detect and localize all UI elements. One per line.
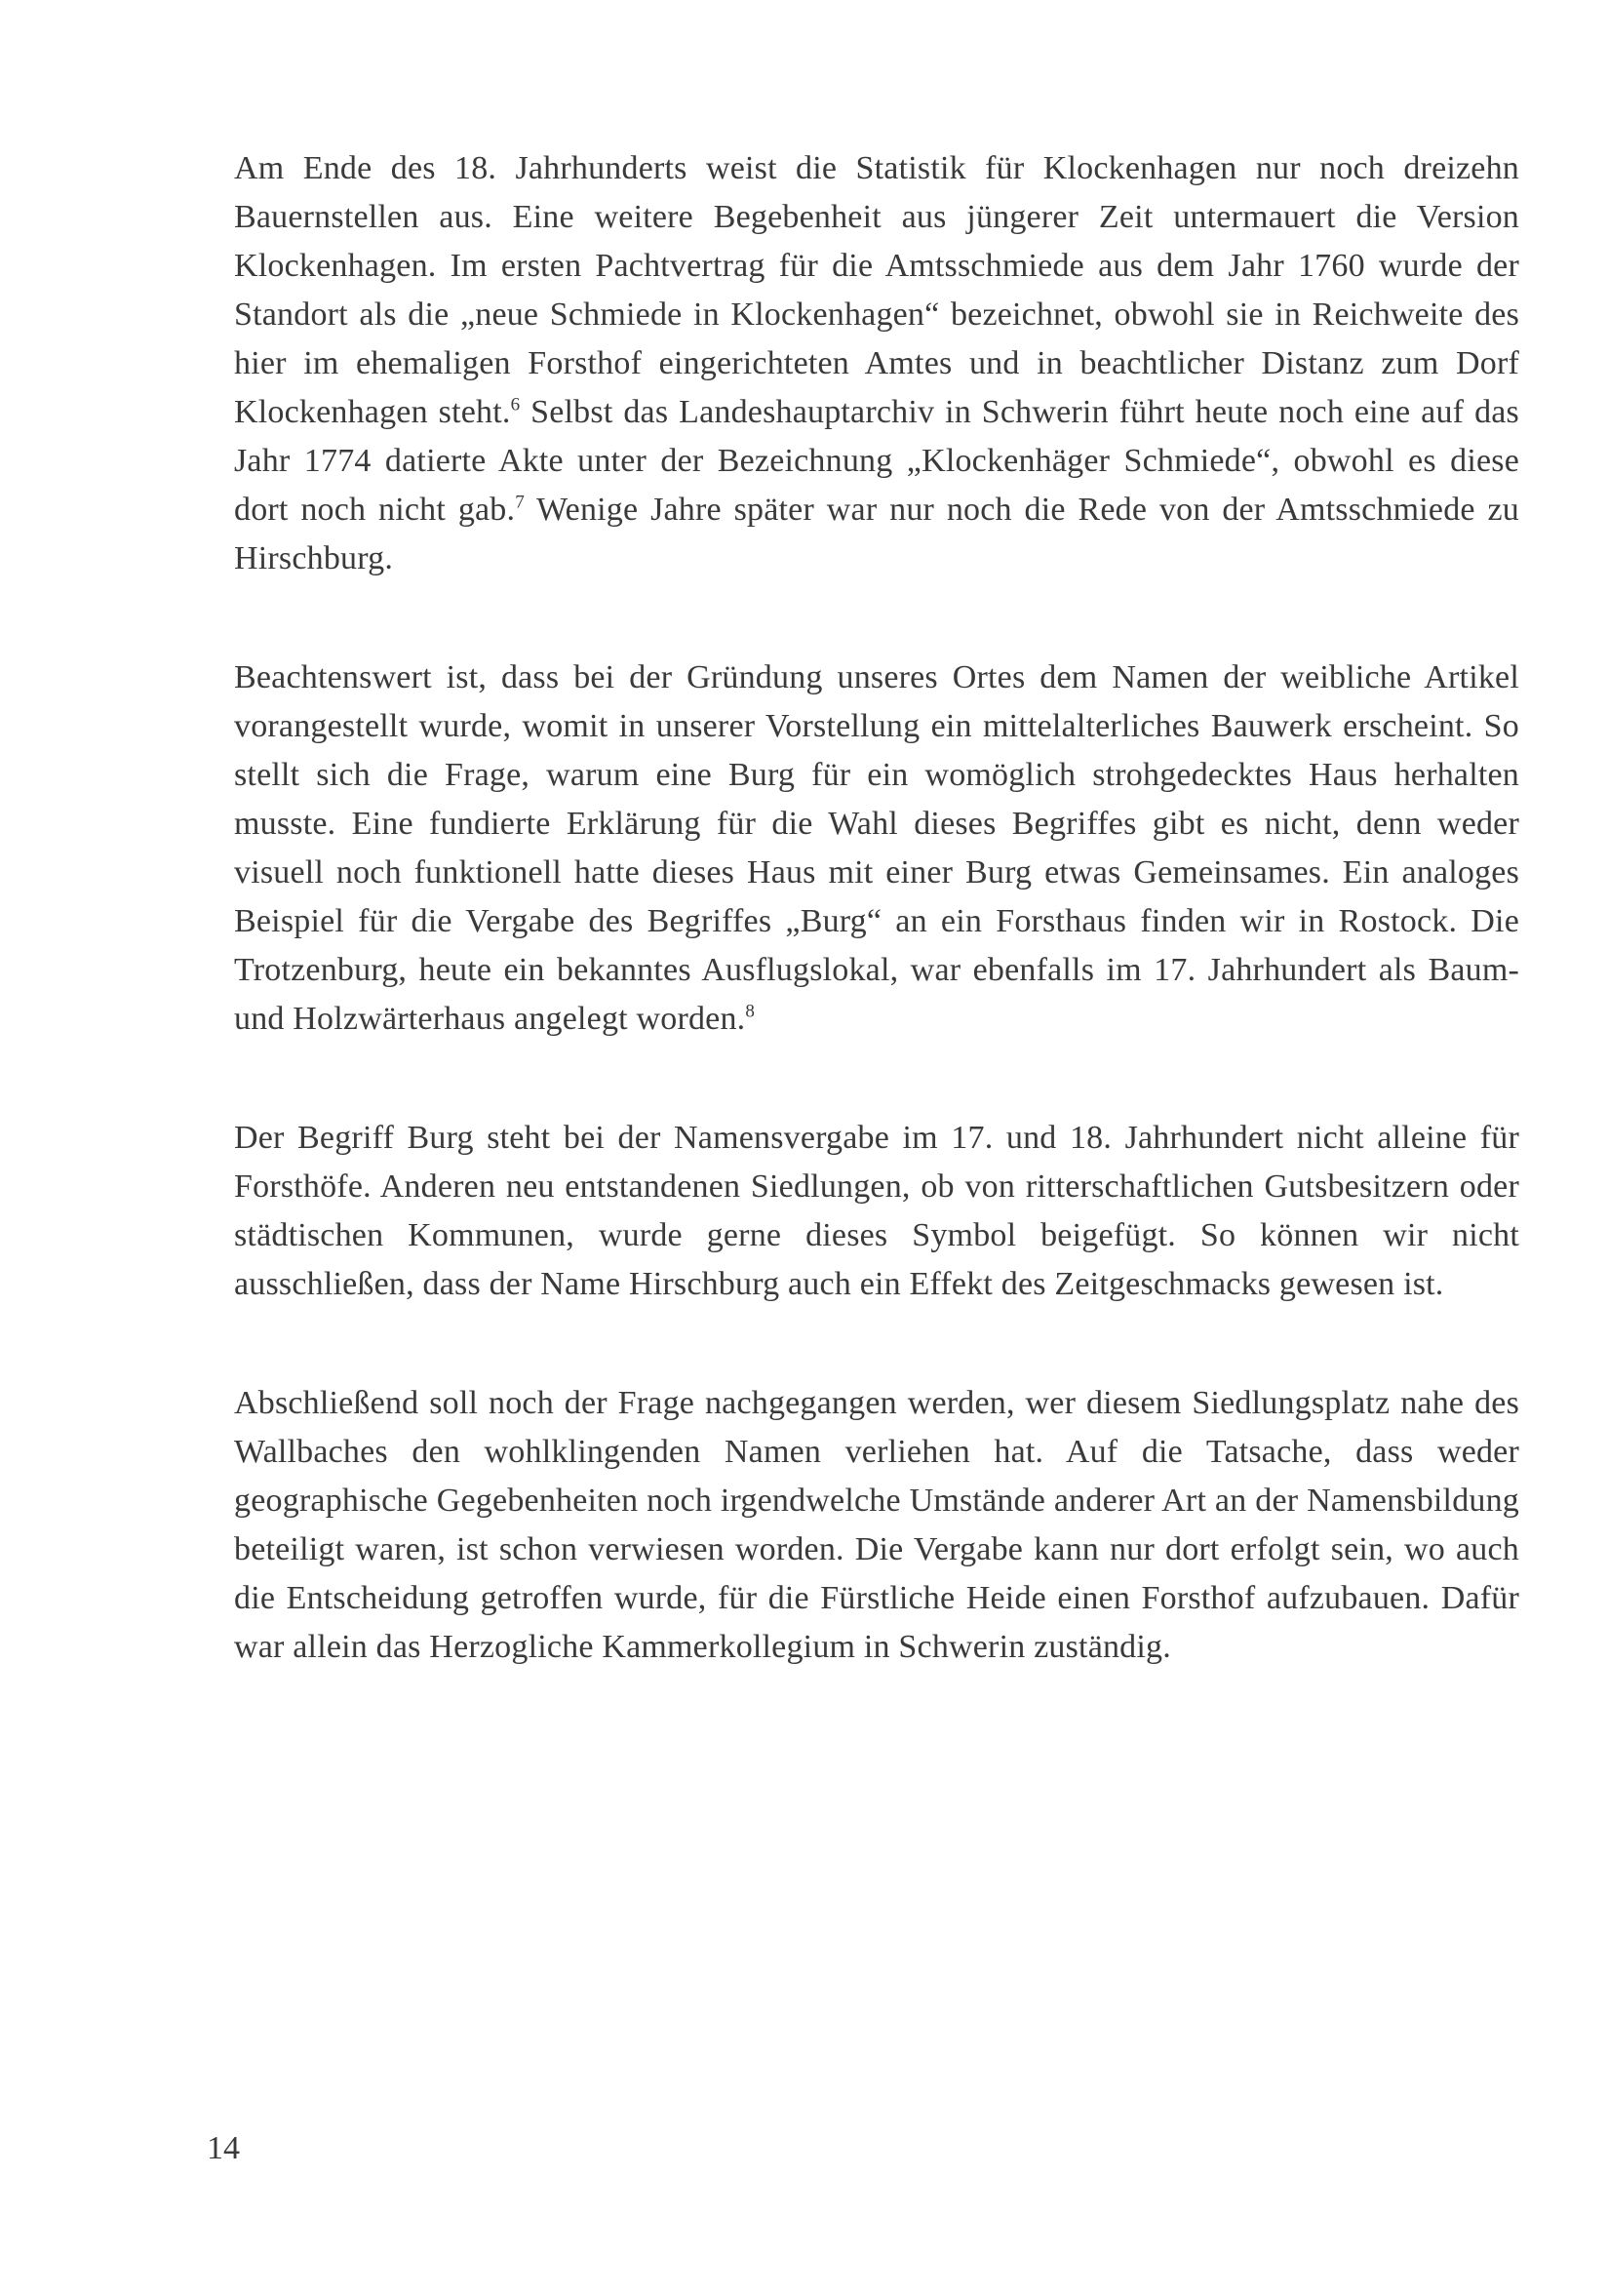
paragraph-3 [234,1114,1519,1309]
page-number: 14 [207,2130,240,2166]
body-text [234,144,1519,1672]
paragraph-1-text-a: Am Ende des 18. Jahrhunderts weist die Statistik für Klockenhagen nur noch dreizehn Bauernstellen aus. Eine weitere Begebenheit aus jüngerer Zeit untermauert die Version Klockenhagen. Im ersten Pachtvertrag für die Amtsschmiede aus dem Jahr 1760 wurde der Standort als die „neue Schmiede in Klockenhagen“ bezeichnet, obwohl sie in Reichweite des hier im ehemaligen Forsthof eingerichteten Amtes und in beachtlicher Distanz zum Dorf Klockenhagen steht. [234,150,1519,430]
paragraph-1 [234,144,1519,583]
footnote-ref-7: 7 [515,492,525,513]
paragraph-2-text: Beachtenswert ist, dass bei der Gründung unseres Ortes dem Namen der weibliche Artikel vorangestellt wurde, womit in unserer Vorstellung ein mittelalterliches Bauwerk erscheint. So stellt sich die Frage, warum eine Burg für ein womöglich strohgedecktes Haus herhalten musste. Eine fundierte Erklärung für die Wahl dieses Begriffes gibt es nicht, denn weder visuell noch funktionell hatte dieses Haus mit einer Burg etwas Gemeinsames. Ein analoges Beispiel für die Vergabe des Begriffes „Burg“ an ein Forsthaus finden wir in Rostock. Die Trotzenburg, heute ein bekanntes Ausflugslokal, war ebenfalls im 17. Jahrhundert als Baum- und Holzwärterhaus angelegt worden. [234,659,1519,1037]
paragraph-1-text-c: Wenige Jahre später war nur noch die Rede von der Amtsschmiede zu Hirschburg. [234,492,1519,576]
paragraph-1-text-b: Selbst das Landeshauptarchiv in Schwerin führt heute noch eine auf das Jahr 1774 datierte Akte unter der Bezeichnung „Klockenhäger Schmiede“, obwohl es diese dort noch nicht gab. [234,394,1519,528]
paragraph-4 [234,1379,1519,1672]
footnote-ref-8: 8 [745,1001,756,1022]
paragraph-2 [234,653,1519,1044]
paragraph-4-text: Abschließend soll noch der Frage nachgegangen werden, wer diesem Siedlungsplatz nahe des Wallbaches den wohlklingenden Namen verliehen hat. Auf die Tatsache, dass weder geographische Gegebenheiten noch irgendwelche Umstände anderer Art an der Namensbildung beteiligt waren, ist schon verwiesen worden. Die Vergabe kann nur dort erfolgt sein, wo auch die Entscheidung getroffen wurde, für die Fürstliche Heide einen Forsthof aufzubauen. Dafür war allein das Herzogliche Kammerkollegium in Schwerin zuständig. [234,1385,1519,1665]
footnote-ref-6: 6 [510,394,521,416]
paragraph-3-text: Der Begriff Burg steht bei der Namensvergabe im 17. und 18. Jahrhundert nicht alleine für Forsthöfe. Anderen neu entstandenen Siedlungen, ob von ritterschaftlichen Gutsbesitzern oder städtischen Kommunen, wurde gerne dieses Symbol beigefügt. So können wir nicht ausschließen, dass der Name Hirschburg auch ein Effekt des Zeitgeschmacks gewesen ist. [234,1120,1519,1302]
